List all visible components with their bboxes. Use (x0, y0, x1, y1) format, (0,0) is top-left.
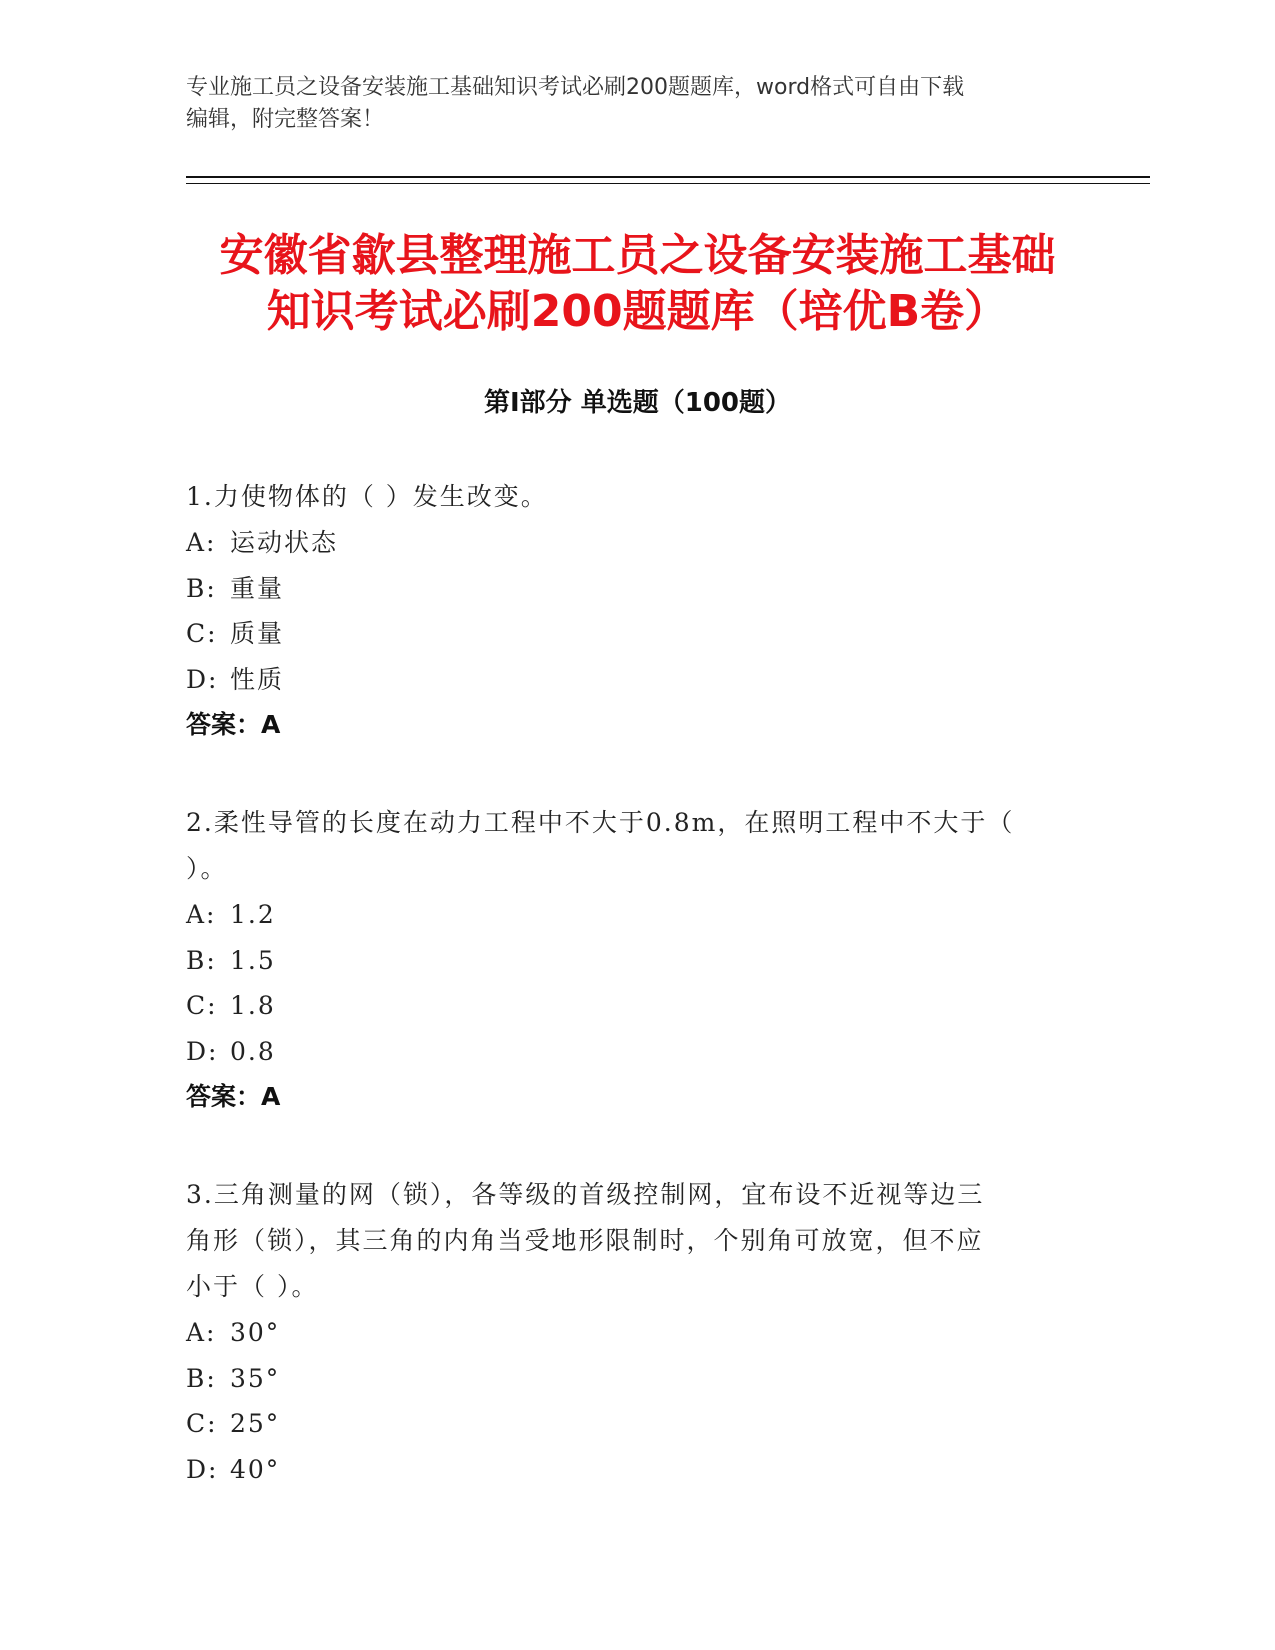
option-letter: C: (186, 1409, 218, 1438)
header-divider-thin (186, 183, 1150, 184)
option-a (186, 520, 1066, 566)
option-text: 1.8 (230, 991, 276, 1020)
option-letter: D: (186, 664, 219, 694)
option-text: 质量 (230, 619, 285, 648)
question-text: 1.力使物体的（ ）发生改变。 (186, 482, 548, 511)
document-title (150, 228, 1125, 340)
option-text: 40° (230, 1454, 281, 1484)
spacer (186, 748, 1066, 800)
question-text-line-1: 2.柔性导管的长度在动力工程中不大于0.8m，在照明工程中不大于（ (186, 808, 1015, 837)
option-text: 25° (230, 1409, 281, 1438)
question-list (186, 474, 1066, 1492)
option-text: 0.8 (230, 1036, 276, 1066)
option-c (186, 983, 1066, 1029)
option-letter: D: (186, 1454, 219, 1484)
option-b (186, 1356, 1066, 1402)
answer-line: 答案：A (186, 710, 281, 739)
answer-line: 答案：A (186, 1082, 281, 1111)
option-letter: B: (186, 945, 217, 975)
document-header (186, 72, 1066, 136)
option-letter: A: (186, 900, 217, 929)
option-letter: C: (186, 619, 218, 648)
question-2 (186, 800, 1066, 1120)
option-c (186, 1401, 1066, 1447)
header-line-2: 编辑，附完整答案！ (186, 107, 385, 132)
option-text: 运动状态 (230, 528, 339, 557)
option-letter: C: (186, 991, 218, 1020)
question-3 (186, 1172, 1066, 1492)
question-text-line-2: 角形（锁），其三角的内角当受地形限制时，个别角可放宽，但不应 (186, 1226, 984, 1255)
question-text-line-1: 3.三角测量的网（锁），各等级的首级控制网，宜布设不近视等边三 (186, 1180, 985, 1209)
option-b (186, 938, 1066, 984)
option-a (186, 1310, 1066, 1356)
question-1 (186, 474, 1066, 748)
option-text: 重量 (230, 573, 285, 603)
option-text: 30° (230, 1318, 281, 1347)
option-text: 1.2 (230, 900, 276, 929)
option-letter: A: (186, 1318, 217, 1347)
question-text-line-2: ）。 (186, 854, 228, 883)
header-divider-thick (186, 176, 1150, 178)
option-text: 1.5 (230, 945, 276, 975)
option-text: 性质 (230, 664, 285, 694)
option-letter: B: (186, 1363, 217, 1393)
option-letter: B: (186, 573, 217, 603)
option-text: 35° (230, 1363, 281, 1393)
title-line-2: 知识考试必刷200题题库（培优B卷） (266, 286, 1009, 337)
option-a (186, 892, 1066, 938)
header-line-1: 专业施工员之设备安装施工基础知识考试必刷200题题库，word格式可自由下载 (186, 75, 965, 100)
option-d (186, 1447, 1066, 1493)
section-heading: 第Ⅰ部分 单选题（100题） (484, 388, 791, 418)
option-letter: A: (186, 528, 217, 557)
option-letter: D: (186, 1036, 219, 1066)
option-c (186, 611, 1066, 657)
title-line-1: 安徽省歙县整理施工员之设备安装施工基础 (219, 230, 1056, 281)
option-b (186, 566, 1066, 612)
option-d (186, 1029, 1066, 1075)
spacer (186, 1120, 1066, 1172)
option-d (186, 657, 1066, 703)
question-text-line-3: 小于（ ）。 (186, 1272, 319, 1301)
